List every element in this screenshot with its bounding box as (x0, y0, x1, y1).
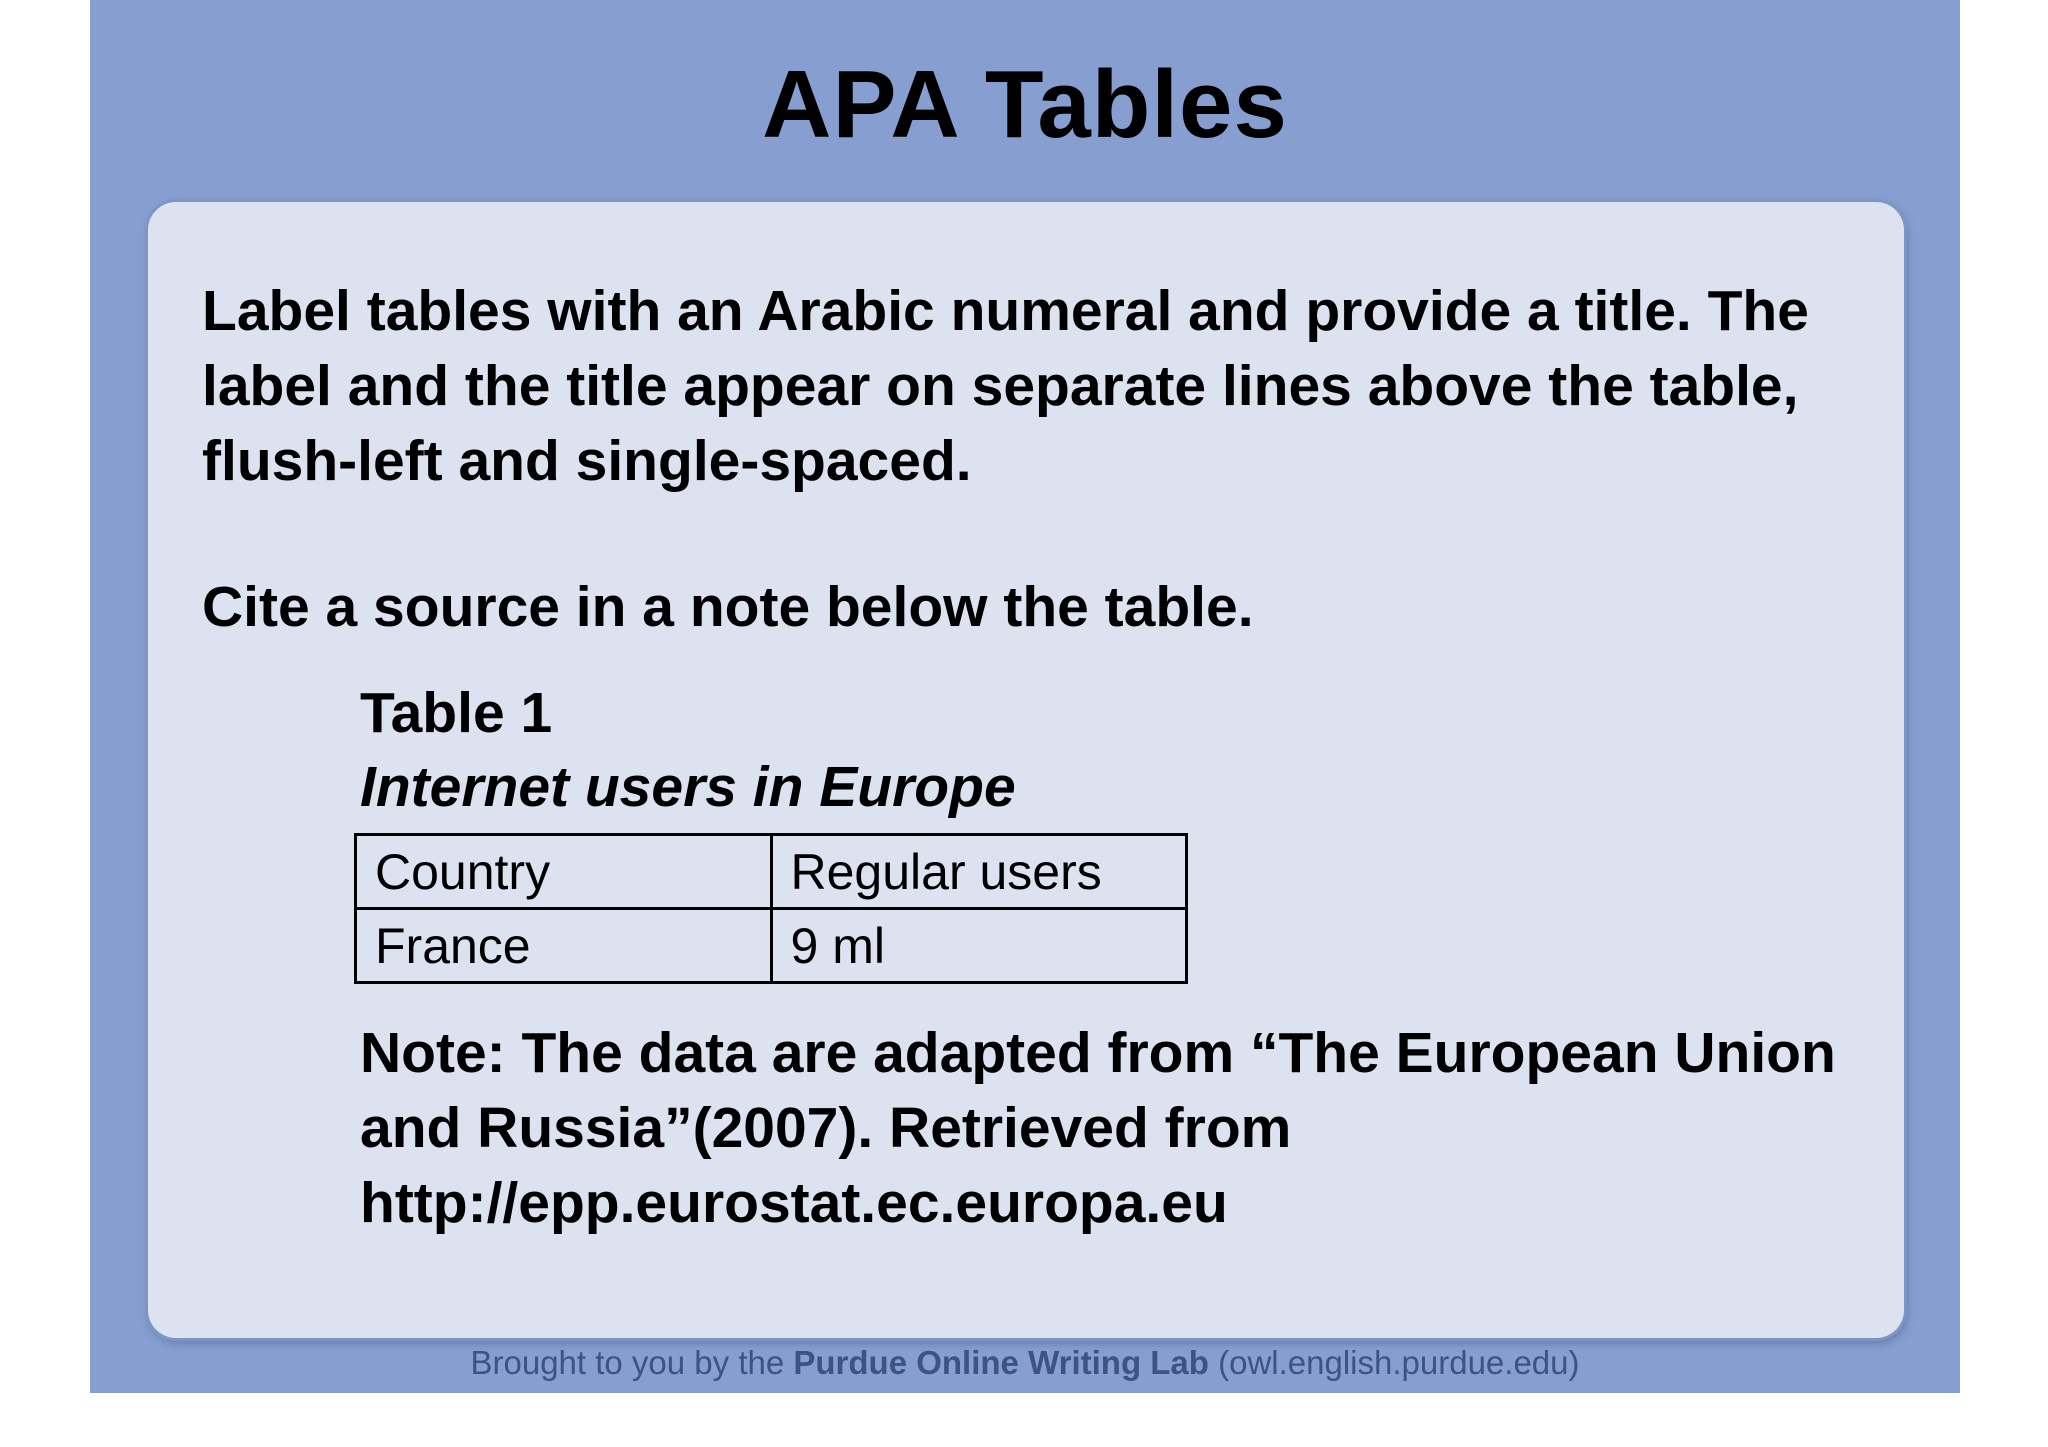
footer-credit (90, 1344, 1960, 1382)
instruction-paragraph-cite: Cite a source in a note below the table. (202, 575, 1254, 639)
slide-title: APA Tables (762, 51, 1288, 158)
table-header-row (356, 835, 1187, 909)
slide (90, 0, 1960, 1393)
table-cell: 9 ml (771, 909, 1187, 983)
footer-brand: Purdue Online Writing Lab (793, 1344, 1209, 1381)
table-title: Internet users in Europe (360, 755, 1016, 819)
instruction-paragraph-label: Label tables with an Arabic numeral and provide a title. The label and the title appear on separate lines above the table, flush-left and single-spaced. (202, 279, 1809, 493)
example-table (354, 833, 1188, 984)
table-header-cell: Regular users (771, 835, 1187, 909)
content-panel (148, 202, 1904, 1338)
table-note: Note: The data are adapted from “The European Union and Russia”(2007). Retrieved from http://epp.eurostat.ec.europa.eu (360, 1021, 1836, 1235)
table-label: Table 1 (360, 681, 553, 745)
footer-suffix: (owl.english.purdue.edu) (1208, 1344, 1580, 1381)
table-row (356, 909, 1187, 983)
table-cell: France (356, 909, 772, 983)
table-header-cell: Country (356, 835, 772, 909)
footer-prefix: Brought to you by the (470, 1344, 794, 1381)
